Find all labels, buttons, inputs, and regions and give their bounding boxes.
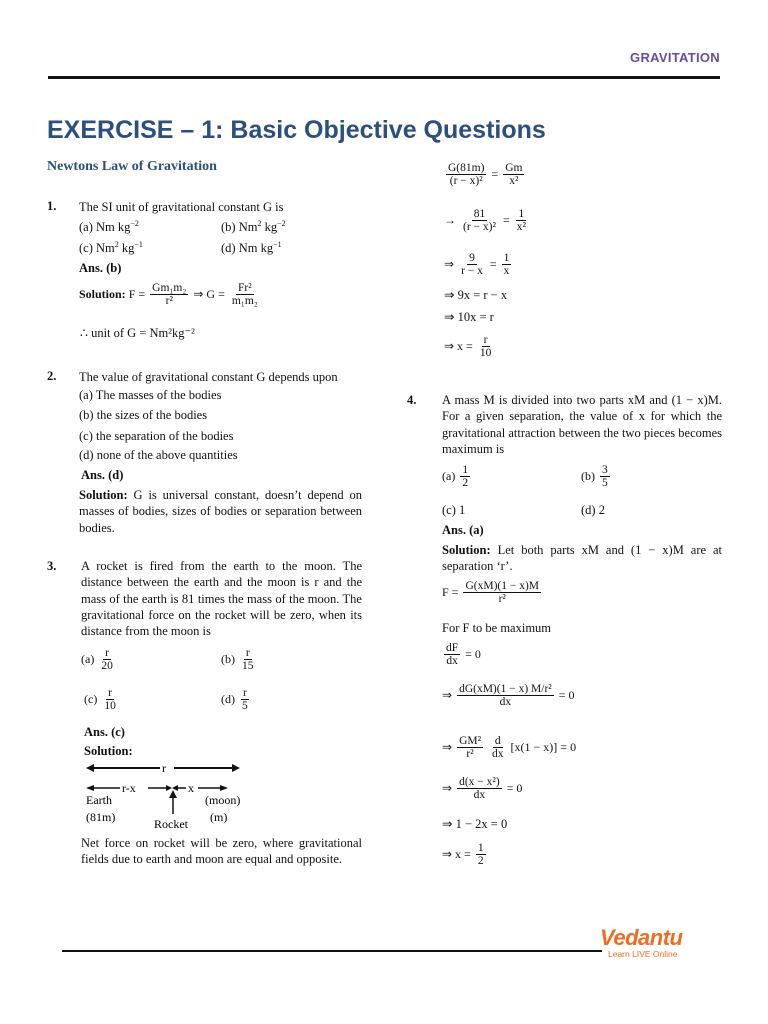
step-4: ⇒ 9x = r − x — [444, 288, 508, 302]
q3-solution-label: Solution: — [84, 744, 133, 758]
q2-option-d: (d) none of the above quantities — [79, 448, 238, 462]
q2-solution: Solution: G is universal constant, doesn’t depend on masses of bodies, sizes of bodies or separation between bodies. — [79, 488, 362, 535]
step-2: → $\frac{81}{\text{(r − x)²}}$ = $\frac{1}{\text{x²}}$ — [444, 208, 526, 233]
q4-final: ⇒ x = $\frac{1}{2}$ — [442, 842, 484, 867]
diagram-label-moon-mass: (m) — [210, 810, 228, 824]
q2-option-a: (a) The masses of the bodies — [79, 388, 222, 402]
diagram-label-r: r — [162, 761, 166, 775]
q3-option-d: (d) $\frac{r}{5}$ — [221, 687, 248, 712]
q1-option-b: (b) Nm$^2$ $kg^{-2}$ — [221, 218, 286, 234]
q2-answer: Ans. (d) — [81, 468, 124, 482]
q3-net-force: Net force on rocket will be zero, where gravitational fields due to earth and moon are equal and opposite. — [81, 836, 362, 867]
step-3: ⇒ $\frac{9}{r - x}$ = $\frac{1}{x}$ — [444, 252, 510, 277]
vedantu-logo — [600, 925, 700, 959]
q4-solution: Solution: Let both parts xM and (1 − x)M are at separation ‘r’. — [442, 543, 722, 574]
q1-answer: Ans. (b) — [79, 261, 122, 275]
q1-option-c: (c) Nm$^2$ $kg^{-1}$ — [79, 239, 143, 255]
q4-force-eq: F = $\frac{G(xM)(1 - x)M}{\text{r²}}$ — [442, 580, 540, 605]
q4-text: A mass M is divided into two parts xM and (1 − x)M. For a given separation, the value of x for which the gravitational attraction between the two pieces becomes maximum is — [442, 393, 722, 456]
q4-max-text: For F to be maximum — [442, 621, 552, 635]
subject-header: GRAVITATION — [630, 50, 720, 65]
top-rule — [48, 76, 720, 79]
q1-unit: ∴ unit of G = Nm²kg⁻² — [80, 326, 195, 340]
q1-option-d: (d) Nm $kg^{-1}$ — [221, 239, 282, 255]
diagram-label-x: x — [188, 781, 194, 795]
diagram-label-earth: Earth — [86, 793, 112, 807]
diagram-label-rx: r-x — [122, 781, 136, 795]
q4-option-b: (b) $\frac{3}{5}$ — [581, 464, 608, 489]
step-6: ⇒ x = $\frac{r}{10}$ — [444, 334, 492, 359]
q3-text: A rocket is fired from the earth to the moon. The distance between the earth and the moon is r and the mass of the earth is 81 times the mass of the moon. The gravitational force on the rocket will be zero, when its distance from the moon is — [81, 559, 362, 639]
q1-option-a: (a) Nm $kg^{-2}$ — [79, 218, 139, 234]
earth-moon-diagram — [80, 758, 260, 832]
q4-answer: Ans. (a) — [442, 523, 484, 537]
q4-deriv-2: ⇒ $\frac{\text{dG(xM)(1 − x) M/r²}}{dx}$ = 0 — [442, 683, 575, 708]
section-heading: Newtons Law of Gravitation — [47, 159, 217, 174]
q4-deriv-3: ⇒ $\frac{\text{GM²}}{\text{r²}}$ $\frac{d}{dx}$ [x(1 − x)] = 0 — [442, 735, 577, 760]
page-title: EXERCISE – 1: Basic Objective Questions — [47, 116, 546, 144]
q3-option-a: (a) $\frac{r}{20}$ — [81, 647, 113, 672]
q4-option-a: (a) $\frac{1}{2}$ — [442, 464, 469, 489]
q4-number: 4. — [407, 393, 417, 407]
q2-option-b: (b) the sizes of the bodies — [79, 408, 208, 422]
q2-number: 2. — [47, 369, 57, 383]
q3-number: 3. — [47, 559, 57, 573]
q4-option-c: (c) 1 — [442, 503, 466, 517]
q4-deriv-1: $\frac{dF}{dx}$ = 0 — [446, 642, 481, 667]
step-5: ⇒ 10x = r — [444, 310, 494, 324]
bottom-rule — [62, 950, 602, 952]
q3-answer: Ans. (c) — [84, 725, 125, 739]
q1-solution: Solution: F = $\frac{\text{Gm₁m₂}}{\text{r²}}$ ⇒ G = $\frac{\text{Fr²}}{\text{m₁m₂}}$ — [79, 282, 258, 307]
step-1: $\frac{G(81m)}{\text{(r − x)²}}$ = $\frac{Gm}{\text{x²}}$ — [448, 162, 523, 187]
q3-option-c: (c) $\frac{r}{10}$ — [84, 687, 116, 712]
q4-option-d: (d) 2 — [581, 503, 605, 517]
q2-option-c: (c) the separation of the bodies — [79, 429, 234, 443]
q4-deriv-5: ⇒ 1 − 2x = 0 — [442, 817, 508, 831]
logo-brand: Vedantu — [600, 925, 683, 950]
q4-deriv-4: ⇒ $\frac{\text{d(x − x²)}}{dx}$ = 0 — [442, 776, 523, 801]
q2-text: The value of gravitational constant G depends upon — [79, 370, 338, 384]
diagram-label-moon: (moon) — [205, 793, 241, 807]
q1-number: 1. — [47, 199, 57, 213]
diagram-label-earth-mass: (81m) — [86, 810, 116, 824]
q1-text: The SI unit of gravitational constant G is — [79, 200, 284, 214]
q3-option-b: (b) $\frac{r}{15}$ — [221, 647, 254, 672]
diagram-label-rocket: Rocket — [154, 817, 188, 831]
logo-tagline: Learn LIVE Online — [608, 949, 678, 959]
